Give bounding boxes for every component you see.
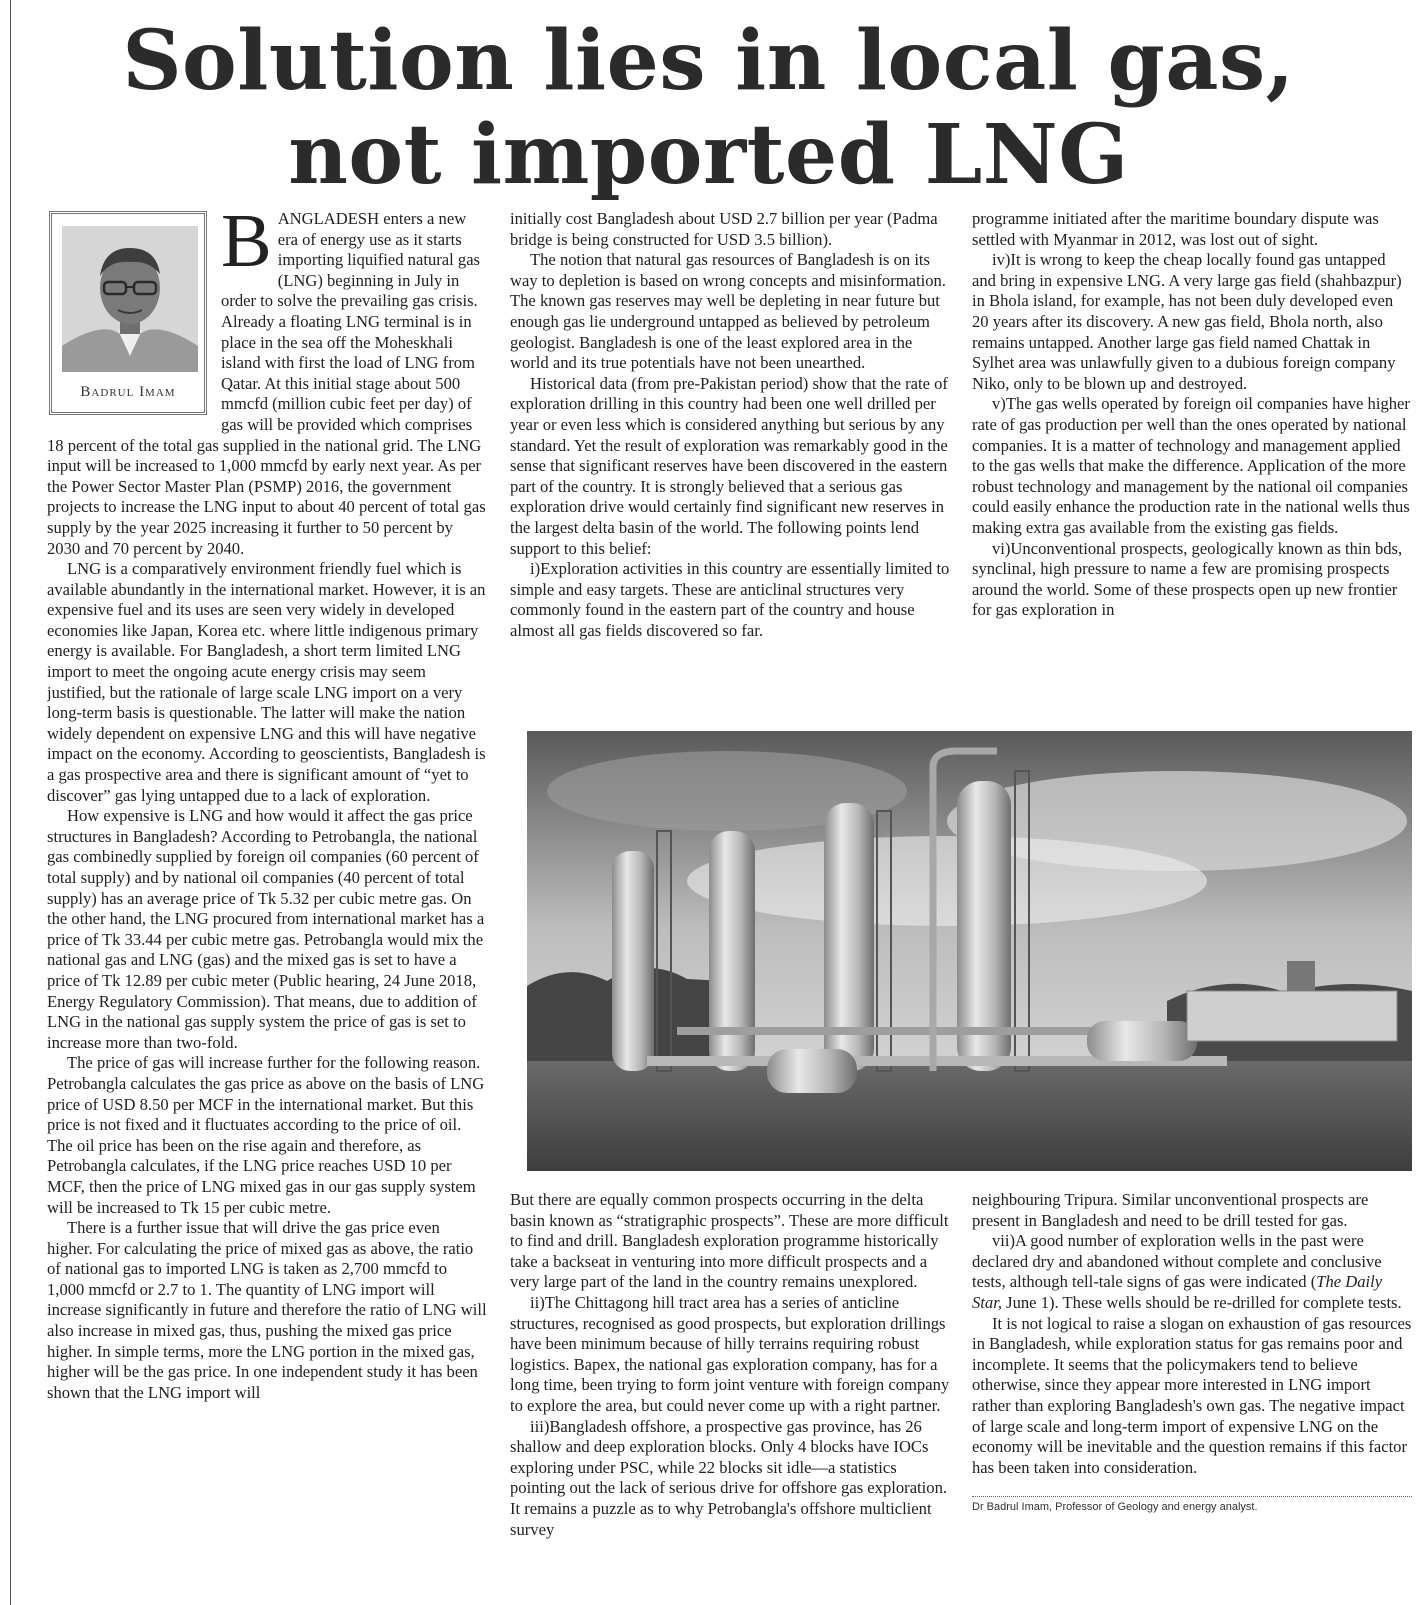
column-2-top — [510, 209, 950, 709]
author-note: Dr Badrul Imam, Professor of Geology and energy analyst. — [972, 1501, 1258, 1514]
paragraph: ii)The Chittagong hill tract area has a series of anticline structures, recognised as good prospects, but exploration drillings have been minimum because of hilly terrains requiring robust logistics. Bapex, the national gas exploration company, has for a long time, been trying to form joint venture with foreign company to explore the area, but could never come up with a right partner. — [510, 1292, 950, 1415]
paragraph: iii)Bangladesh offshore, a prospective gas province, has 26 shallow and deep exploration blocks. Only 4 blocks have IOCs exploring under PSC, while 22 blocks sit idle—a statistics pointing out the lack of serious drive for offshore gas exploration. It remains a puzzle as to why Petrobangla's offshore multiclient survey — [510, 1416, 948, 1539]
drop-cap: B — [221, 209, 272, 283]
paragraph: neighbouring Tripura. Similar unconventional prospects are present in Bangladesh and need to be drill tested for gas. — [972, 1190, 1369, 1230]
author-note-rule — [972, 1496, 1412, 1497]
paragraph-text: June 1). These wells should be re-drilled for complete tests. — [1001, 1292, 1402, 1312]
paragraph-text: vii)A good number of exploration wells in the past were declared dry and abandoned without complete and conclusive tests, although tell-tale signs of gas were indicated ( — [972, 1231, 1382, 1292]
column-2-bottom — [510, 1190, 950, 1600]
paragraph: It is not logical to raise a slogan on exhaustion of gas resources in Bangladesh, while exploration status for gas remains poor and incomplete. It seems that the policymakers tend to believe otherwise, since they appear more interested in LNG import rather than exploring Bangladesh's own gas. The negative impact of large scale and long-term import of expensive LNG on the economy will be inevitable and the question remains if this factor has been taken into consideration. — [972, 1313, 1412, 1477]
paragraph: LNG is a comparatively environment friendly fuel which is available abundantly in the international market. However, it is an expensive fuel and its uses are seen very widely in developed economies like Japan, Korea etc. where little indigenous primary energy is available. For Bangladesh, a short term limited LNG import to meet the ongoing acute energy crisis may seem justified, but the rationale of large scale LNG import on a very long-term basis is questionable. The latter will make the nation widely dependent on expensive LNG and this will have negative impact on the economy. According to geoscientists, Bangladesh is a gas prospective area and there is significant amount of “yet to discover” gas lying untapped due to a lack of exploration. — [47, 559, 486, 805]
headline — [0, 14, 1417, 202]
gas-plant-photo — [527, 731, 1412, 1171]
page-left-rule — [10, 0, 11, 1605]
paragraph: How expensive is LNG and how would it affect the gas price structures in Bangladesh? According to Petrobangla, the national gas combinedly supplied by foreign oil companies (60 percent of total supply) and by national oil companies (40 percent of total supply) has an average price of Tk 5.32 per cubic metre gas. On the other hand, the LNG procured from international market has a price of Tk 33.44 per cubic metre gas. Petrobangla would mix the national gas and LNG (gas) and the mixed gas is set to have a price of Tk 12.89 per cubic meter (Public hearing, 24 June 2018, Energy Regulatory Commission). That means, due to addition of LNG in the national gas supply system the price of gas is set to increase more than two-fold. — [47, 806, 485, 1052]
gas-plant-image — [527, 731, 1412, 1171]
paragraph: initially cost Bangladesh about USD 2.7 billion per year (Padma bridge is being constructed for USD 3.5 billion). — [510, 209, 938, 249]
paragraph: There is a further issue that will drive the gas price even higher. For calculating the price of mixed gas as above, the ratio of national gas to imported LNG is taken as 2,700 mmcfd to 1,000 mmcfd or 2.7 to 1. The quantity of LNG import will increase significantly in future and therefore the ratio of LNG will also increase in mixed gas, thus, pushing the mixed gas price higher. In simple terms, more the LNG portion in the mixed gas, higher will be the gas price. In one independent study it has been shown that the LNG import will — [47, 1218, 487, 1402]
paragraph: i)Exploration activities in this country are essentially limited to simple and easy targets. These are anticlinal structures very commonly found in the eastern part of the country and house almost all gas fields discovered so far. — [510, 559, 950, 640]
paragraph: Historical data (from pre-Pakistan period) show that the rate of exploration drilling in this country had been one well drilled per year or even less which is considered anything but serious by any standard. Yet the result of exploration was remarkably good in the sense that significant reserves have been discovered in the eastern part of the country. It is strongly believed that a serious gas exploration drive would certainly find significant new reserves in the largest delta basin of the world. The following points lend support to this belief: — [510, 373, 948, 558]
paragraph: The notion that natural gas resources of Bangladesh is on its way to depletion is based on wrong concepts and misinformation. The known gas reserves may well be depleting in near future but enough gas lie underground untapped as believed by petroleum geologist. Bangladesh is one of the least explored area in the world and its true potentials have not been unearthed. — [510, 250, 946, 373]
lead-text: ANGLADESH enters a new era of energy use as it starts importing liquified natural gas (LNG) beginning in July in order to solve the prevailing gas crisis. Already a floating LNG terminal is in place in the sea off the Moheskhali island with first the load of LNG from Qatar. At this initial stage about 500 mmcfd (million cubic feet per day) of gas will be provided which comprises 18 percent of the total gas supplied in the national grid. The LNG input will be increased to 1,000 mmcfd by early next year. As per the Power Sector Master Plan (PSMP) 2016, the government projects to increase the LNG input to about 40 percent of total gas supply by the year 2025 increasing it further to 50 percent by 2030 and 70 percent by 2040. — [47, 209, 486, 558]
column-3-top — [972, 209, 1412, 709]
paragraph: But there are equally common prospects occurring in the delta basin known as “stratigraphic prospects”. These are more difficult to find and drill. Bangladesh exploration programme historically take a backseat in venturing into more difficult prospects and a very large part of the land in the country remains unexplored. — [510, 1190, 949, 1292]
byline-name: Badrul Imam — [80, 384, 176, 400]
publication-name: The Daily Star, — [972, 1272, 1383, 1312]
column-3-bottom — [972, 1190, 1412, 1590]
headline-line-2: not imported LNG — [288, 107, 1129, 203]
paragraph: The price of gas will increase further for the following reason. Petrobangla calculates the gas price as above on the basis of LNG price of USD 8.50 per MCF in the international market. But this price is not fixed and it fluctuates according to the price of oil. The oil price has been on the rise again and therefore, as Petrobangla calculates, if the LNG price reaches USD 10 per MCF, then the price of LNG mixed gas in our gas supply system will be increased to Tk 15 per cubic metre. — [47, 1053, 485, 1217]
byline-box — [49, 211, 207, 415]
portrait-image — [62, 226, 198, 372]
paragraph: iv)It is wrong to keep the cheap locally found gas untapped and bring in expensive LNG. A very large gas field (shahbazpur) in Bhola island, for example, has not been duly developed even 20 years after its discovery. A new gas field, Bhola north, also remains untapped. Another large gas field named Chattak in Sylhet area was unlawfully given to a dubious foreign company Niko, only to be blown up and destroyed. — [972, 250, 1402, 393]
author-portrait — [62, 226, 198, 372]
headline-line-1: Solution lies in local gas, — [122, 13, 1295, 109]
paragraph: programme initiated after the maritime boundary dispute was settled with Myanmar in 2012, was lost out of sight. — [972, 209, 1379, 249]
paragraph: v)The gas wells operated by foreign oil companies have higher rate of gas production per well than the ones operated by national companies. It is a matter of technology and management applied to the gas wells that make the difference. Application of the more robust technology and management by the national oil companies could easily enhance the production rate in the national wells thus making extra gas available from the existing gas fields. — [972, 394, 1410, 537]
paragraph: vi)Unconventional prospects, geologically known as thin bds, synclinal, high pressure to name a few are promising prospects around the world. Some of these prospects open up new frontier for gas exploration in — [972, 538, 1403, 620]
column-1 — [47, 209, 487, 1599]
paragraph — [972, 1231, 1412, 1313]
